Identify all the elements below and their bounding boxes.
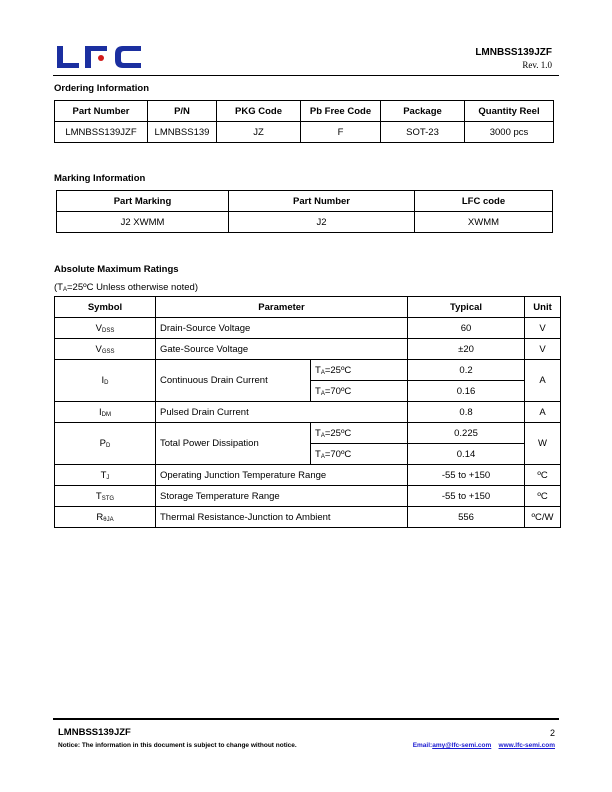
table-header-row [57, 191, 553, 212]
col-header: Quantity Reel [465, 101, 554, 122]
symbol-cell: $I_D$ [55, 360, 156, 402]
parameter-cell: Operating Junction Temperature Range [156, 465, 408, 486]
footer-part-number: LMNBSS139JZF [58, 727, 131, 738]
col-header-typical: Typical [408, 297, 525, 318]
condition-cell: $T_A=25ºC$ [311, 423, 408, 444]
col-header: PKG Code [217, 101, 301, 122]
unit-cell: V [525, 339, 561, 360]
value-cell: -55 to +150 [408, 486, 525, 507]
table-cell: LMNBSS139JZF [55, 122, 148, 143]
unit-cell: ºC [525, 486, 561, 507]
value-cell: -55 to +150 [408, 465, 525, 486]
parameter-cell: Continuous Drain Current [156, 360, 311, 402]
table-row [55, 360, 561, 381]
condition-cell: $T_A=25ºC$ [311, 360, 408, 381]
parameter-cell: Drain-Source Voltage [156, 318, 408, 339]
symbol-cell: $R_{\theta JA}$ [55, 507, 156, 528]
table-header-row [55, 297, 561, 318]
symbol-cell: $P_D$ [55, 423, 156, 465]
col-header-parameter: Parameter [156, 297, 408, 318]
table-row [55, 507, 561, 528]
unit-cell: A [525, 402, 561, 423]
table-row [55, 122, 554, 143]
unit-cell: ºC/W [525, 507, 561, 528]
ratings-condition: ($T_A=25ºC$ Unless otherwise noted) [54, 282, 198, 293]
website-link[interactable]: www.lfc-semi.com [498, 742, 555, 749]
unit-cell: W [525, 423, 561, 465]
table-row [55, 402, 561, 423]
lfc-logo [57, 44, 143, 70]
marking-table [56, 190, 553, 233]
parameter-cell: Gate-Source Voltage [156, 339, 408, 360]
col-header: Part Marking [57, 191, 229, 212]
value-cell: 0.225 [408, 423, 525, 444]
table-cell: LMNBSS139 [148, 122, 217, 143]
symbol-cell: $V_{DSS}$ [55, 318, 156, 339]
table-header-row [55, 101, 554, 122]
header-part-number: LMNBSS139JZF [475, 47, 552, 58]
col-header: Part Number [229, 191, 415, 212]
table-cell: JZ [217, 122, 301, 143]
header-rule [53, 75, 559, 76]
marking-title: Marking Information [54, 173, 146, 184]
footer-rule [53, 718, 559, 720]
ratings-title: Absolute Maximum Ratings [54, 264, 179, 275]
condition-cell: $T_A=70ºC$ [311, 444, 408, 465]
table-row [55, 339, 561, 360]
table-row [57, 212, 553, 233]
footer-links [413, 742, 555, 749]
value-cell: 0.14 [408, 444, 525, 465]
table-cell: SOT-23 [381, 122, 465, 143]
table-row [55, 486, 561, 507]
symbol-cell: $T_{STG}$ [55, 486, 156, 507]
col-header: Pb Free Code [301, 101, 381, 122]
table-cell: XWMM [415, 212, 553, 233]
col-header-unit: Unit [525, 297, 561, 318]
unit-cell: A [525, 360, 561, 402]
col-header: P/N [148, 101, 217, 122]
col-header: LFC code [415, 191, 553, 212]
ratings-table [54, 296, 561, 528]
col-header: Part Number [55, 101, 148, 122]
parameter-cell: Total Power Dissipation [156, 423, 311, 465]
footer-notice: Notice: The information in this document is subject to change without notice. [58, 742, 297, 749]
symbol-cell: $V_{GSS}$ [55, 339, 156, 360]
table-row [55, 318, 561, 339]
table-cell: 3000 pcs [465, 122, 554, 143]
table-cell: F [301, 122, 381, 143]
unit-cell: ºC [525, 465, 561, 486]
value-cell: ±20 [408, 339, 525, 360]
table-cell: J2 [229, 212, 415, 233]
parameter-cell: Storage Temperature Range [156, 486, 408, 507]
header-revision: Rev. 1.0 [522, 60, 552, 70]
value-cell: 0.2 [408, 360, 525, 381]
symbol-cell: $I_{DM}$ [55, 402, 156, 423]
col-header-symbol: Symbol [55, 297, 156, 318]
value-cell: 0.8 [408, 402, 525, 423]
value-cell: 60 [408, 318, 525, 339]
table-cell: J2 XWMM [57, 212, 229, 233]
email-label: Email: [412, 742, 433, 749]
table-row [55, 423, 561, 444]
ordering-table [54, 100, 554, 143]
value-cell: 0.16 [408, 381, 525, 402]
parameter-cell: Pulsed Drain Current [156, 402, 408, 423]
parameter-cell: Thermal Resistance-Junction to Ambient [156, 507, 408, 528]
table-row [55, 465, 561, 486]
ordering-title: Ordering Information [54, 83, 149, 94]
symbol-cell: $T_J$ [55, 465, 156, 486]
unit-cell: V [525, 318, 561, 339]
condition-cell: $T_A=70ºC$ [311, 381, 408, 402]
value-cell: 556 [408, 507, 525, 528]
page-number: 2 [549, 728, 555, 738]
col-header: Package [381, 101, 465, 122]
email-link[interactable]: amy@lfc-semi.com [432, 742, 492, 749]
